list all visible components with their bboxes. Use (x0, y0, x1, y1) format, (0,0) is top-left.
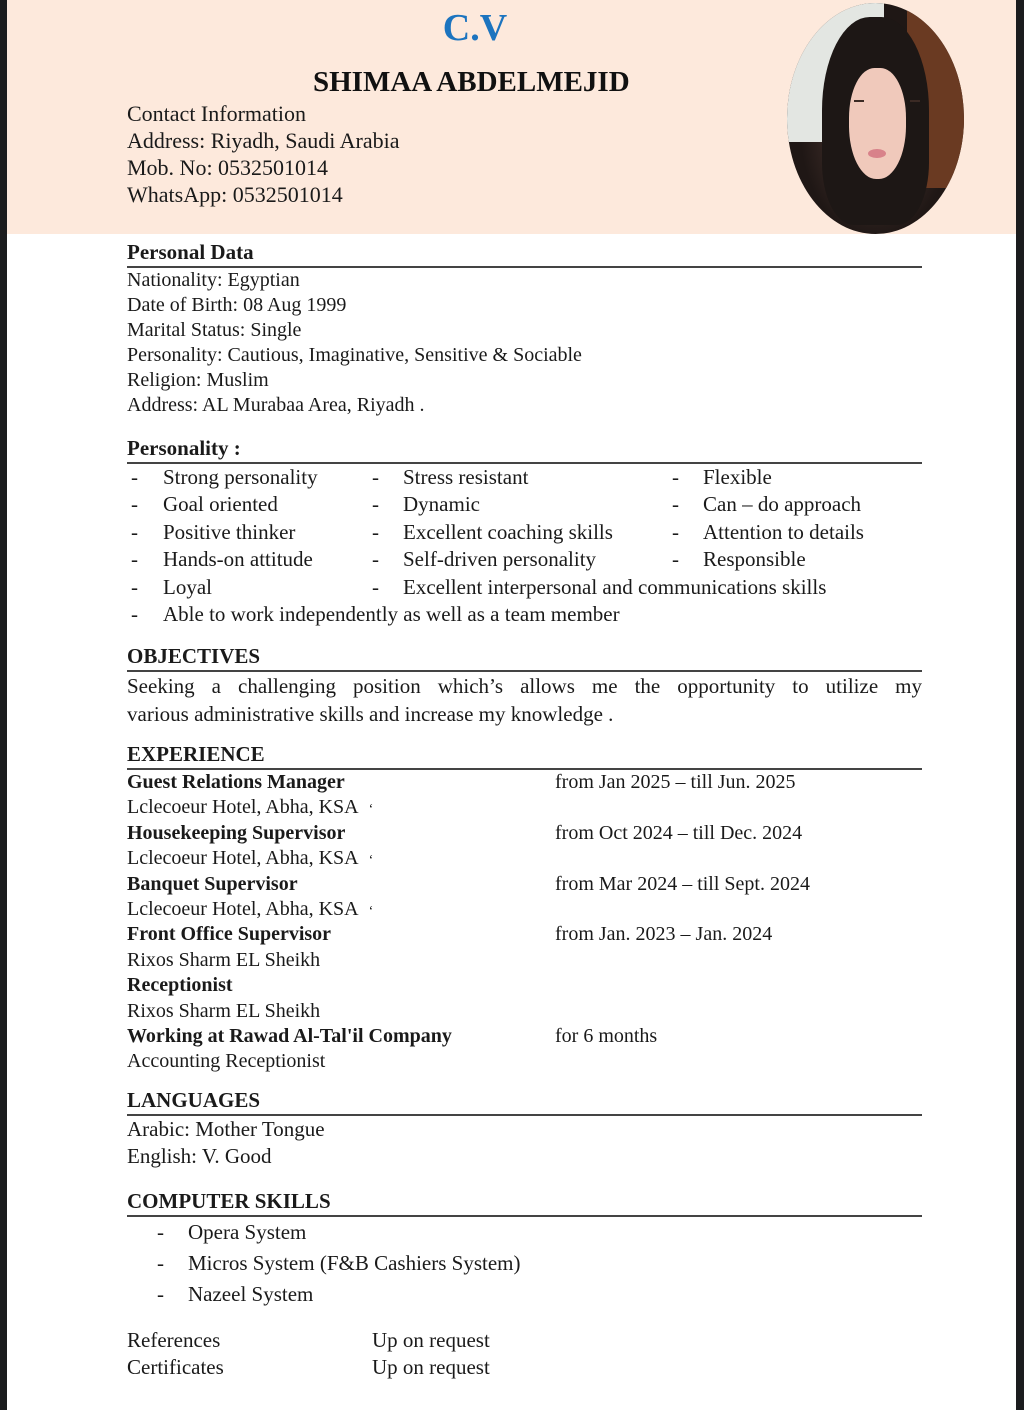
language-item: Arabic: Mother Tongue (127, 1117, 325, 1141)
section-title: LANGUAGES (127, 1088, 261, 1112)
contact-information (127, 100, 400, 208)
candidate-name: SHIMAA ABDELMEJID (313, 66, 630, 98)
job-role: Front Office Supervisor from Jan. 2023 – Jan. 2024 (127, 923, 773, 946)
cv-header (7, 0, 1016, 234)
section-title: OBJECTIVES (127, 644, 261, 668)
job-place: Lclecoeur Hotel, Abha, KSA ‘ (127, 796, 374, 819)
personality-list (127, 464, 922, 628)
viewer-edge-right (1016, 0, 1024, 1410)
section-title: COMPUTER SKILLS (127, 1189, 331, 1213)
section-title: Personal Data (127, 240, 254, 264)
personal-item: Personality: Cautious, Imaginative, Sensitive & Sociable (127, 344, 582, 366)
contact-whatsapp: WhatsApp: 0532501014 (127, 182, 343, 207)
job-role: Guest Relations Manager from Jan 2025 – till Jun. 2025 (127, 771, 796, 793)
section-title: EXPERIENCE (127, 742, 265, 766)
objective-line: various administrative skills and increase my knowledge . (127, 702, 614, 726)
section-experience (127, 742, 922, 1075)
job-place: Accounting Receptionist (127, 1050, 326, 1073)
list-item: - Strong personality - Stress resistant - Flexible (131, 465, 772, 489)
list-item: - Hands-on attitude - Self-driven personality - Responsible (131, 547, 806, 572)
footer-row (127, 1354, 922, 1381)
language-item: English: V. Good (127, 1144, 272, 1168)
job-role: Receptionist (127, 974, 233, 997)
job-period: from Jan 2025 – till Jun. 2025 (555, 771, 796, 793)
section-title: Personality : (127, 436, 241, 460)
list-item: - Able to work independently as well as a team member (131, 601, 620, 626)
job-period: for 6 months (555, 1024, 658, 1047)
footer-label: References (127, 1328, 221, 1352)
list-item: - Positive thinker - Excellent coaching skills - Attention to details (131, 519, 864, 544)
personal-item: Marital Status: Single (127, 319, 302, 341)
job-place: Rixos Sharm EL Sheikh (127, 948, 321, 971)
job-place: Rixos Sharm EL Sheikh (127, 999, 321, 1022)
section-personality (127, 436, 922, 628)
job-role: Working at Rawad Al-Tal'il Company for 6 months (127, 1024, 658, 1047)
section-personal-data (127, 240, 922, 418)
personal-item: Date of Birth: 08 Aug 1999 (127, 294, 347, 316)
job-place: Lclecoeur Hotel, Abha, KSA ‘ (127, 847, 374, 870)
personal-item: Religion: Muslim (127, 369, 269, 391)
section-references (127, 1327, 922, 1381)
job-place: Lclecoeur Hotel, Abha, KSA ‘ (127, 897, 374, 920)
contact-address: Address: Riyadh, Saudi Arabia (127, 128, 400, 153)
viewer-edge-left (0, 0, 7, 1410)
personal-item: Address: AL Murabaa Area, Riyadh . (127, 394, 425, 416)
footer-row (127, 1327, 922, 1354)
job-role: Housekeeping Supervisor from Oct 2024 – till Dec. 2024 (127, 821, 803, 844)
list-item: - Micros System (F&B Cashiers System) (157, 1251, 521, 1275)
objective-line: Seeking a challenging position which’s allows me the opportunity to utilize my (127, 674, 922, 698)
list-item: - Loyal - Excellent interpersonal and communications skills (131, 574, 827, 599)
section-objectives (127, 644, 922, 728)
personal-item: Nationality: Egyptian (127, 269, 300, 291)
list-item: - Opera System (157, 1220, 307, 1244)
job-period: from Jan. 2023 – Jan. 2024 (555, 923, 773, 946)
contact-mobile: Mob. No: 0532501014 (127, 155, 329, 180)
section-languages (127, 1088, 922, 1170)
footer-value: Up on request (372, 1355, 490, 1379)
footer-value: Up on request (372, 1328, 490, 1352)
footer-label: Certificates (127, 1355, 224, 1379)
job-role: Banquet Supervisor from Mar 2024 – till Sept. 2024 (127, 872, 810, 895)
list-item: - Nazeel System (157, 1282, 314, 1306)
contact-heading: Contact Information (127, 101, 307, 126)
job-period: from Mar 2024 – till Sept. 2024 (555, 872, 810, 895)
job-period: from Oct 2024 – till Dec. 2024 (555, 821, 803, 844)
cv-title: C.V (442, 7, 508, 49)
list-item: - Goal oriented - Dynamic - Can – do approach (131, 492, 862, 517)
section-computer-skills (127, 1189, 922, 1310)
profile-photo (787, 3, 964, 234)
